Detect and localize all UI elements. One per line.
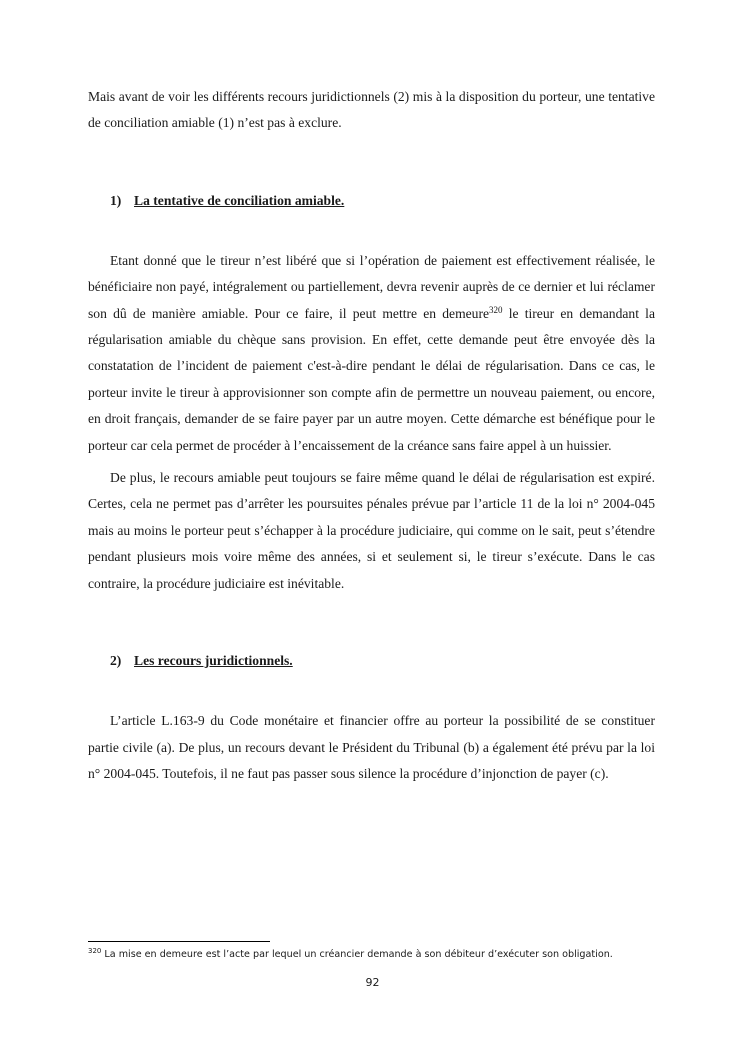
section-2-title: Les recours juridictionnels. <box>134 653 293 669</box>
section-2-number: 2) <box>110 653 122 669</box>
page-body <box>88 84 655 787</box>
section-2-heading <box>88 648 655 674</box>
intro-paragraph: Mais avant de voir les différents recours juridictionnels (2) mis à la disposition du porteur, une tentative de conciliation amiable (1) n’est pas à exclure. <box>88 89 655 131</box>
section-2-paragraph-1: L’article L.163-9 du Code monétaire et financier offre au porteur la possibilité de se constituer partie civile (a). De plus, un recours devant le Président du Tribunal (b) a également été prévu par la loi n° 2004-045. Toutefois, il ne faut pas passer sous silence la procédure d’injonction de payer (c). <box>88 713 655 781</box>
section-1-paragraph-1-part-a: Etant donné que le tireur n’est libéré que si l’opération de paiement est effectivement réalisée, le bénéficiaire non payé, intégralement ou partiellement, devra revenir auprès de ce dernier et lui réclamer son dû de manière amiable. Pour ce faire, il peut mettre en demeure <box>88 252 655 321</box>
section-1-paragraph-1 <box>88 248 655 459</box>
footnote-reference-320[interactable]: 320 <box>489 304 503 315</box>
section-1-number: 1) <box>110 192 122 208</box>
section-1-paragraph-2: De plus, le recours amiable peut toujours se faire même quand le délai de régularisation est expiré. Certes, cela ne permet pas d’arrêter les poursuites pénales prévue par l’article 11 de la loi n° 2004-045 mais au moins le porteur peut s’échapper à la procédure judiciaire, qui comme on le sait, peut s’étendre pendant plusieurs mois voire même des années, si et seulement si, le tireur s’exécute. Dans le cas contraire, la procédure judiciaire est inévitable. <box>88 470 655 591</box>
footnote-text: La mise en demeure est l’acte par lequel un créancier demande à son débiteur d’exécuter son obligation. <box>101 949 613 960</box>
section-1-heading <box>88 188 655 214</box>
footnote-separator <box>88 941 270 942</box>
section-1-title: La tentative de conciliation amiable. <box>134 192 345 208</box>
footnote-number: 320 <box>88 947 102 955</box>
section-1-paragraph-1-part-b: le tireur en demandant la régularisation amiable du chèque sans provision. En effet, cette demande peut être envoyée dès la constatation de l’incident de paiement c'est-à-dire pendant le délai de régularisation. Dans ce cas, le porteur invite le tireur à approvisionner son compte afin de permettre un nouveau paiement, ou encore, en droit français, demander de se faire payer par un autre moyen. Cette démarche est bénéfique pour le porteur car cela permet de procéder à l’encaissement de la créance sans faire appel à un huissier. <box>88 305 655 453</box>
page-number: 92 <box>365 976 380 989</box>
footnote <box>88 948 688 962</box>
